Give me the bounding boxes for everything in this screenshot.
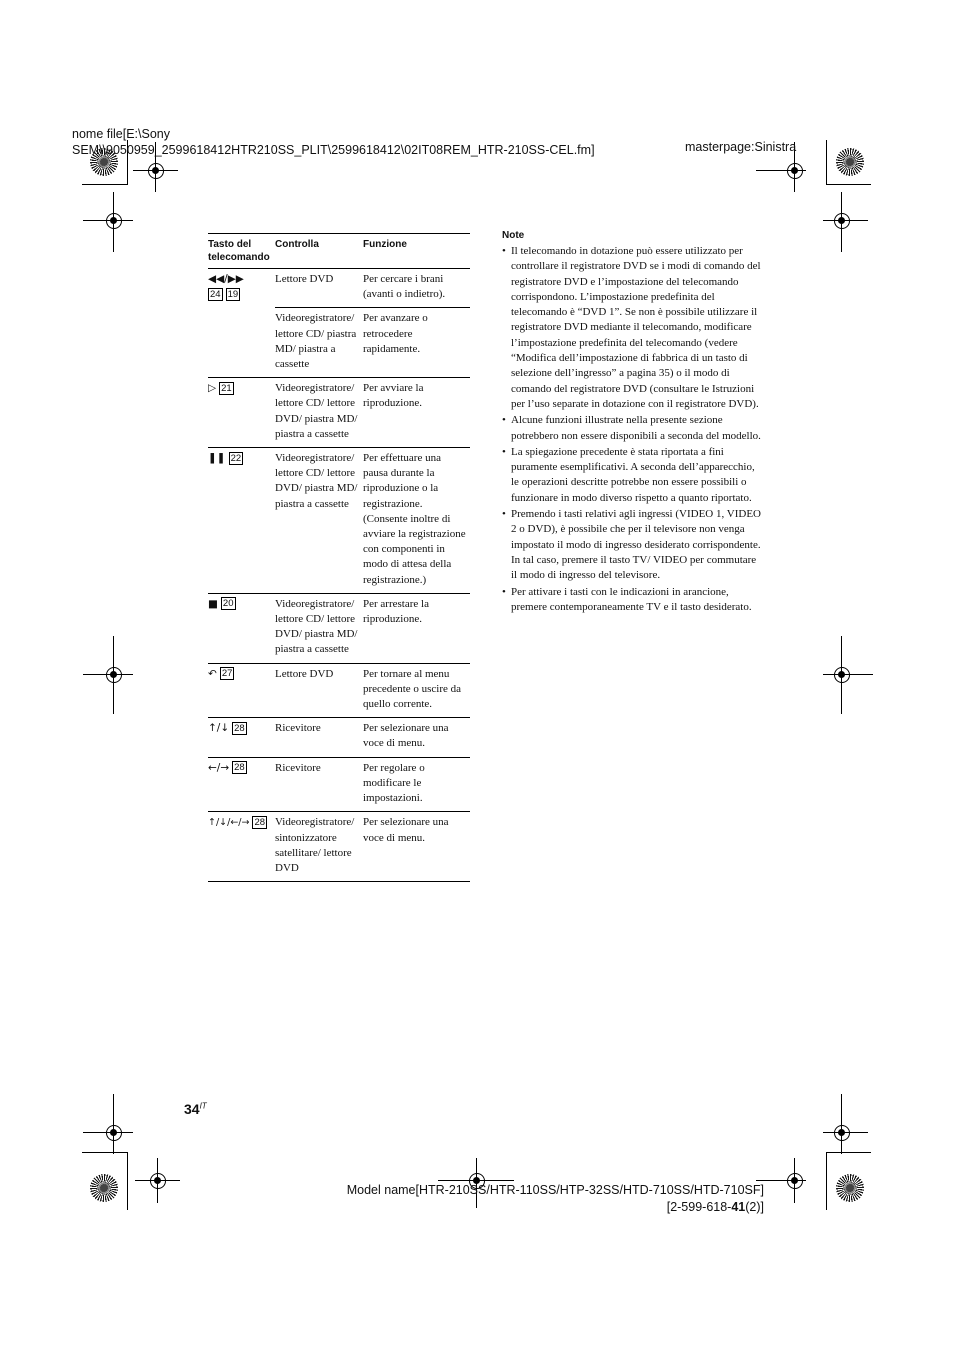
notes-list — [502, 244, 764, 615]
file-path-header — [72, 126, 595, 158]
table-row — [208, 378, 470, 448]
callout-number: 20 — [222, 598, 234, 610]
table-row — [208, 269, 470, 308]
function-cell: Per regolare o modificare le impostazioni. — [363, 757, 470, 812]
function-cell: Per arrestare la riproduzione. — [363, 593, 470, 663]
key-cell — [208, 378, 275, 448]
pause-icon: ❚❚ — [208, 452, 226, 465]
remote-functions-table — [208, 233, 470, 882]
skip-keys-icon: ◀◀/▶▶ — [208, 273, 244, 285]
code-prefix: [2-599-618- — [666, 1200, 732, 1214]
device-cell: Ricevitore — [275, 718, 363, 757]
table-row — [208, 812, 470, 882]
device-cell: Lettore DVD — [275, 269, 363, 308]
function-cell: Per avanzare o retrocedere rapidamente. — [363, 308, 470, 378]
table-row — [208, 593, 470, 663]
return-icon: ↶ — [208, 667, 217, 680]
function-cell: Per effettuare una pausa durante la riproduzione o la registrazione. (Consente inoltre di avviare la registrazione con componenti in modo di attesa della registrazione.) — [363, 448, 470, 594]
file-path-line-2: SEM\\9050959_2599618412HTR210SS_PLIT\2599618412\02IT08REM_HTR-210SS-CEL.fm] — [72, 143, 595, 157]
key-cell — [208, 663, 275, 718]
model-footer — [347, 1182, 764, 1216]
masterpage-label: masterpage:Sinistra — [685, 140, 797, 154]
up-down-arrows-icon: ↑/↓ — [208, 722, 230, 735]
device-cell: Lettore DVD — [275, 663, 363, 718]
device-cell: Videoregistratore/ sintonizzatore satellitare/ lettore DVD — [275, 812, 363, 882]
key-cell — [208, 718, 275, 757]
callout-number: 21 — [221, 382, 232, 394]
callout-number: 22 — [230, 452, 242, 464]
function-cell: Per selezionare una voce di menu. — [363, 812, 470, 882]
column-header-device: Controlla — [275, 234, 363, 269]
list-item: • Premendo i tasti relativi agli ingressi (VIDEO 1, VIDEO 2 o DVD), è possibile che per il televisore non venga impostato il modo di ingresso desiderato corrispondente. In tal caso, premere il tasto TV/ VIDEO per commutare il modo di ingresso del televisore. — [502, 507, 764, 583]
key-cell — [208, 593, 275, 663]
page-number — [184, 1101, 207, 1117]
device-cell: Videoregistratore/ lettore CD/ lettore DVD/ piastra MD/ piastra a cassette — [275, 448, 363, 594]
table-row — [208, 308, 470, 378]
color-target-icon — [90, 1174, 118, 1202]
play-icon: ▷ — [208, 382, 217, 395]
callout-number: 19 — [227, 288, 239, 300]
key-cell — [208, 308, 275, 378]
callout-number: 27 — [221, 668, 233, 680]
callout-number: 24 — [210, 288, 221, 300]
list-item: • Alcune funzioni illustrate nella presente sezione potrebbero non essere disponibili a seconda del modello. — [502, 413, 764, 444]
code-suffix: (2)] — [745, 1200, 764, 1214]
column-header-function: Funzione — [363, 234, 470, 269]
function-cell: Per tornare al menu precedente o uscire da quello corrente. — [363, 663, 470, 718]
function-cell: Per selezionare una voce di menu. — [363, 718, 470, 757]
stop-icon: ■ — [208, 597, 218, 610]
color-target-icon — [836, 148, 864, 176]
table-row — [208, 663, 470, 718]
four-arrows-icon: ↑/↓/←/→ — [208, 817, 250, 829]
list-item: • La spiegazione precedente è stata riportata a fini puramente esemplificativi. A seconda dell’apparecchio, le operazioni descritte potrebbe non essere possibili o funzionare in modo diverso rispetto a quanto riportato. — [502, 445, 764, 506]
key-cell — [208, 269, 275, 308]
device-cell: Videoregistratore/ lettore CD/ piastra MD/ piastra a cassette — [275, 308, 363, 378]
device-cell: Ricevitore — [275, 757, 363, 812]
table-row — [208, 448, 470, 594]
key-cell — [208, 448, 275, 594]
left-right-arrows-icon: ←/→ — [208, 761, 230, 774]
page-language-suffix: IT — [199, 1101, 207, 1111]
file-path-line-1: nome file[E:\Sony — [72, 127, 170, 141]
table-header-row — [208, 234, 470, 269]
table-row — [208, 718, 470, 757]
notes-section — [502, 230, 764, 616]
callout-number: 28 — [234, 762, 245, 774]
function-cell: Per cercare i brani (avanti o indietro). — [363, 269, 470, 308]
column-header-key: Tasto del telecomando — [208, 234, 275, 269]
model-name: Model name[HTR-210SS/HTR-110SS/HTP-32SS/HTD-710SS/HTD-710SF] — [346, 1183, 764, 1197]
function-cell: Per avviare la riproduzione. — [363, 378, 470, 448]
callout-number: 28 — [234, 722, 245, 734]
document-code — [347, 1199, 764, 1216]
device-cell: Videoregistratore/ lettore CD/ lettore DVD/ piastra MD/ piastra a cassette — [275, 593, 363, 663]
list-item: • Per attivare i tasti con le indicazioni in arancione, premere contemporaneamente TV e il tasto desiderato. — [502, 585, 764, 616]
key-cell — [208, 812, 275, 882]
page-number-value: 34 — [184, 1101, 200, 1117]
notes-title: Note — [502, 230, 525, 241]
code-version: 41 — [731, 1200, 746, 1214]
callout-number: 28 — [254, 817, 266, 829]
color-target-icon — [836, 1174, 864, 1202]
key-cell — [208, 757, 275, 812]
table-row — [208, 757, 470, 812]
list-item: • Il telecomando in dotazione può essere utilizzato per controllare il registratore DVD se i modi di comando del registratore DVD e l’impostazione del telecomando corrispondono. L’impostazione predefinita del telecomando è “DVD 1”. Se non è possibile utilizzare il registratore DVD mediante il telecomando, modificare l’impostazione predefinita del telecomando (vedere “Modifica dell’impostazione di fabbrica di un tasto di selezione dell’ingresso” a pagina 35) o il modo di comando del registratore DVD (consultare le Istruzioni per l’uso separate in dotazione con il registratore DVD). — [502, 244, 764, 412]
device-cell: Videoregistratore/ lettore CD/ lettore DVD/ piastra MD/ piastra a cassette — [275, 378, 363, 448]
